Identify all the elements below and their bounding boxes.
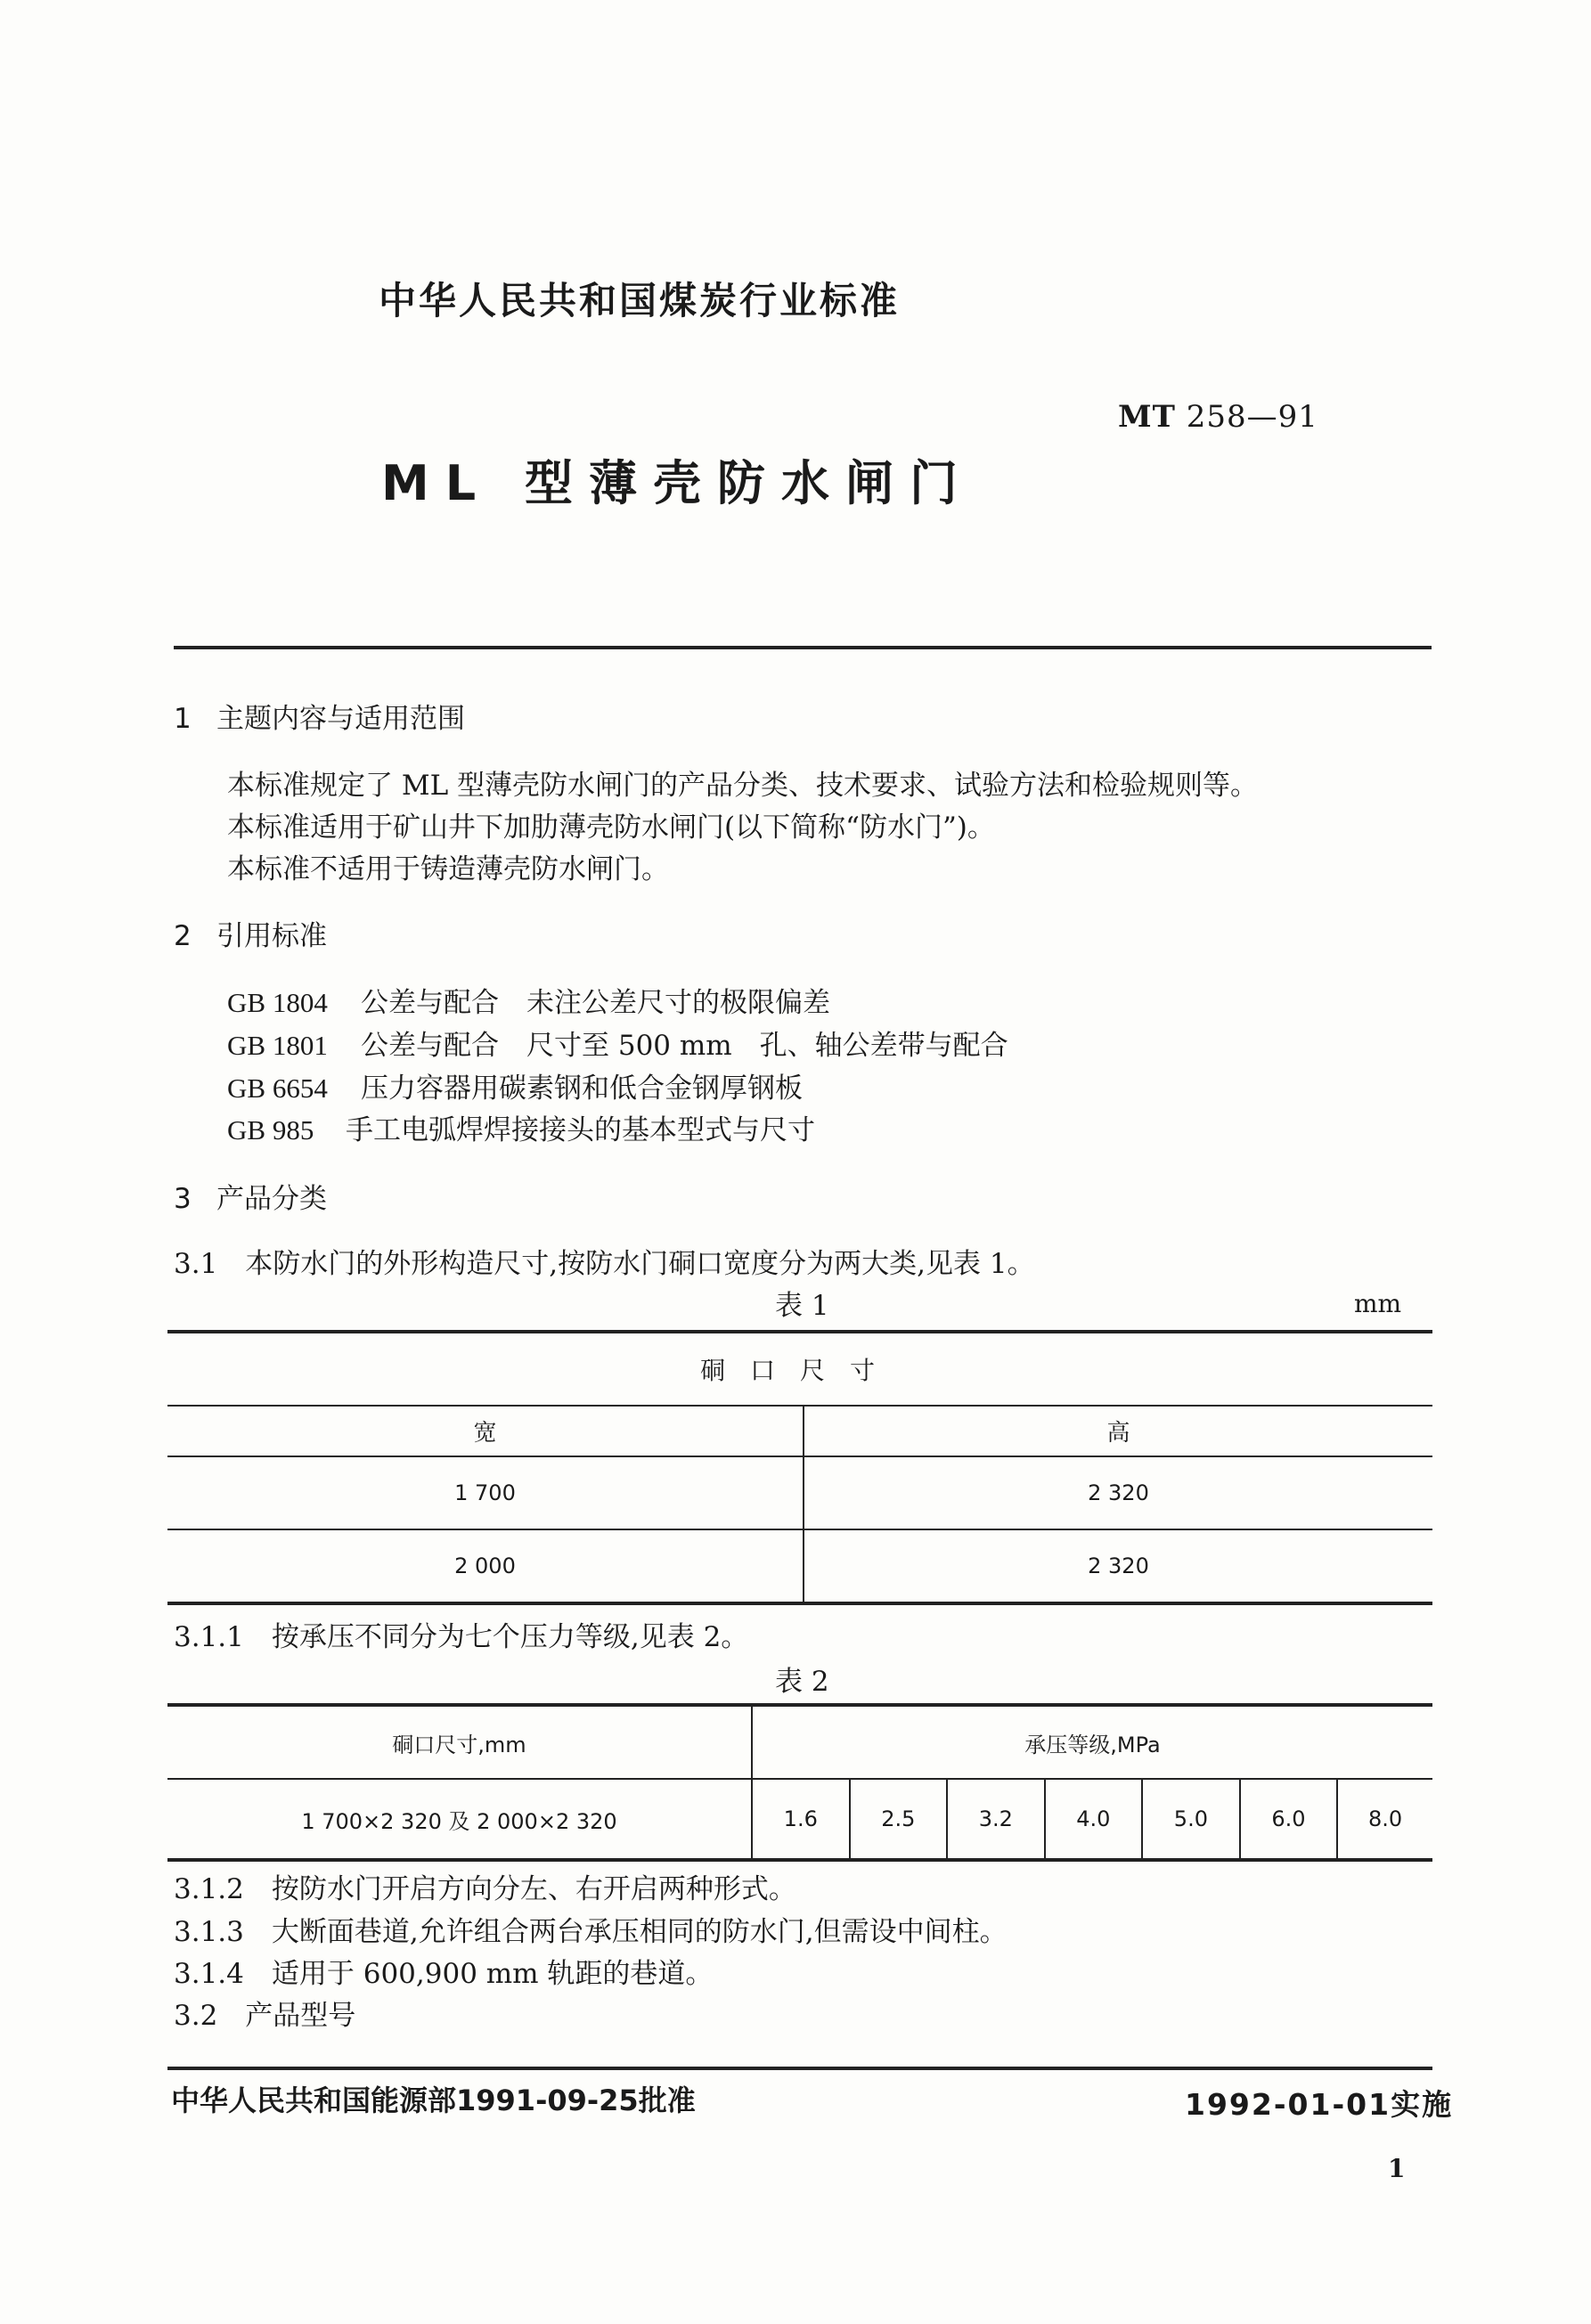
reference-text: 手工电弧焊焊接接头的基本型式与尺寸 [346,1114,815,1146]
standard-prefix: MT [1118,399,1176,435]
cell-pressure-level: 1.6 [752,1779,850,1860]
paragraph-3-1-3: 3.1.3 大断面巷道,允许组合两台承压相同的防水门,但需设中间柱。 [174,1916,1008,1948]
column-header-pressure: 承压等级,MPa [752,1705,1432,1779]
table-2-caption: 表 2 [775,1666,829,1698]
table-row [167,1529,1432,1603]
standard-number: 258—91 [1175,399,1318,435]
reference-item [227,1107,815,1147]
table-1 [167,1330,1432,1605]
cell-width: 2 000 [167,1529,804,1603]
org-title: 中华人民共和国煤炭行业标准 [379,279,901,322]
paragraph: 本标准适用于矿山井下加肋薄壳防水闸门(以下简称“防水门”)。 [227,811,995,844]
section-title: 引用标准 [216,920,327,952]
section-title: 产品分类 [216,1183,327,1215]
standard-code [1118,399,1318,435]
cell-pressure-level: 6.0 [1240,1779,1338,1860]
table-1-caption: 表 1 [775,1290,829,1322]
cell-pressure-level: 8.0 [1337,1779,1432,1860]
cell-pressure-level: 5.0 [1142,1779,1240,1860]
table-row [167,1779,1432,1860]
cell-pressure-level: 4.0 [1045,1779,1143,1860]
page-number: 1 [1388,2154,1406,2183]
reference-text: 公差与配合 尺寸至 500 mm 孔、轴公差带与配合 [361,1030,1008,1062]
reference-code: GB 985 [227,1114,314,1146]
section-title: 主题内容与适用范围 [216,703,465,735]
table-2 [167,1703,1432,1862]
effective-date: 1992-01-01实施 [1185,2087,1454,2122]
title-divider [174,646,1432,649]
cell-pressure-level: 3.2 [947,1779,1045,1860]
reference-code: GB 6654 [227,1072,328,1104]
table-1-header: 硐口尺寸 [167,1332,1432,1406]
section-number: 3 [174,1183,192,1215]
reference-text: 公差与配合 未注公差尺寸的极限偏差 [361,987,830,1019]
cell-width: 1 700 [167,1456,804,1529]
document-title: ML 型薄壳防水闸门 [381,455,974,511]
table-row [167,1456,1432,1529]
column-header-size: 硐口尺寸,mm [167,1705,752,1779]
paragraph-3-1-2: 3.1.2 按防水门开启方向分左、右开启两种形式。 [174,1873,796,1905]
approval-line: 中华人民共和国能源部1991-09-25批准 [171,2083,696,2117]
reference-item [227,1023,1008,1063]
paragraph-3-1-4: 3.1.4 适用于 600,900 mm 轨距的巷道。 [174,1958,714,1990]
footer-divider [167,2067,1432,2070]
paragraph-3-1-1: 3.1.1 按承压不同分为七个压力等级,见表 2。 [174,1621,749,1653]
section-2-heading [174,913,327,953]
reference-code: GB 1801 [227,1030,328,1061]
cell-height: 2 320 [804,1456,1432,1529]
column-header-height: 高 [804,1406,1432,1456]
section-1-heading [174,696,465,736]
section-number: 2 [174,920,192,952]
cell-height: 2 320 [804,1529,1432,1603]
reference-item [227,980,830,1020]
paragraph-3-2: 3.2 产品型号 [174,2000,356,2032]
column-header-width: 宽 [167,1406,804,1456]
reference-code: GB 1804 [227,987,328,1018]
reference-text: 压力容器用碳素钢和低合金钢厚钢板 [361,1072,803,1105]
paragraph-3-1: 3.1 本防水门的外形构造尺寸,按防水门硐口宽度分为两大类,见表 1。 [174,1248,1035,1280]
table-1-unit: mm [1354,1289,1402,1318]
paragraph: 本标准不适用于铸造薄壳防水闸门。 [227,853,669,885]
cell-size: 1 700×2 320 及 2 000×2 320 [167,1779,752,1860]
section-3-heading [174,1176,327,1216]
paragraph: 本标准规定了 ML 型薄壳防水闸门的产品分类、技术要求、试验方法和检验规则等。 [227,770,1259,802]
section-number: 1 [174,703,192,735]
cell-pressure-level: 2.5 [850,1779,948,1860]
reference-item [227,1065,803,1105]
